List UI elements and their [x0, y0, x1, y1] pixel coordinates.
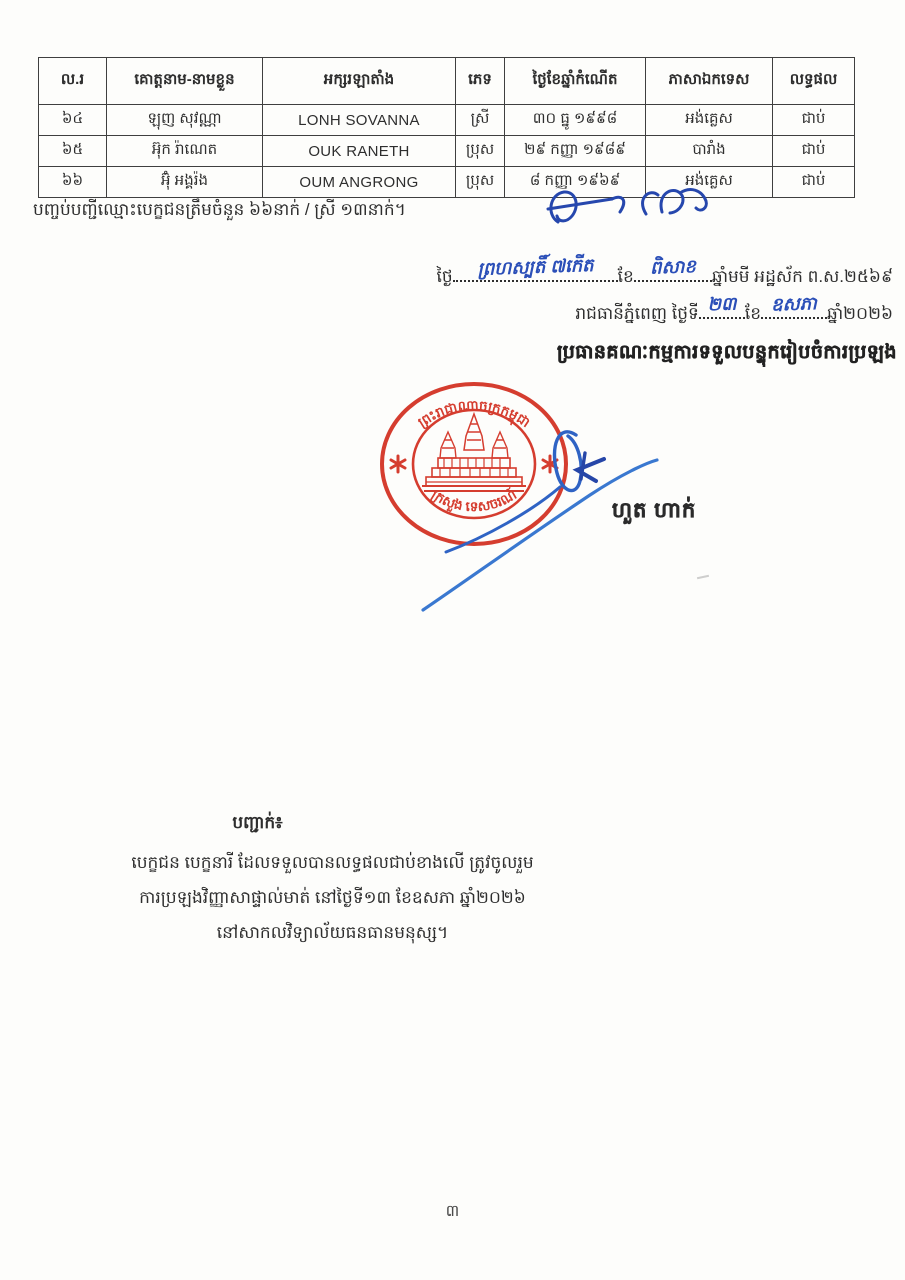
handwritten-initials-signature	[540, 182, 735, 234]
handwritten-lunar-month: ពិសាខ	[649, 256, 696, 278]
civil-year-suffix: ឆ្នាំ២០២៦	[827, 304, 893, 323]
cell-latin-name: LONH SOVANNA	[263, 105, 456, 136]
month-label-2: ខែ	[744, 304, 761, 323]
month-name-blank	[761, 293, 827, 319]
candidate-count-line: បញ្ចប់បញ្ជីឈ្មោះបេក្ខជនត្រឹមចំនួន ៦៦នាក់ / ស្រី ១៣នាក់។	[33, 200, 406, 219]
cell-language: បារាំង	[646, 136, 773, 167]
table-row	[39, 105, 855, 136]
handwritten-day-number: ២៣	[706, 293, 737, 315]
cell-number: ៦៦	[39, 167, 107, 198]
cell-language: អង់គ្លេស	[646, 105, 773, 136]
lunar-date-line	[293, 254, 893, 291]
cell-language: អង់គ្លេស	[646, 167, 773, 198]
cell-latin-name: OUK RANETH	[263, 136, 456, 167]
cell-khmer-name: អ៊ុក រ៉ាណេត	[107, 136, 263, 167]
date-block	[293, 254, 893, 336]
cell-khmer-name: អ៊ុំ អង្គរ៉ង	[107, 167, 263, 198]
candidates-table	[38, 57, 855, 198]
table-row	[39, 136, 855, 167]
cell-gender: ស្រី	[456, 105, 505, 136]
signatory-name: ហួត ហាក់	[612, 499, 697, 522]
city-date-prefix: រាជធានីភ្នំពេញ ថ្ងៃទី	[575, 304, 699, 323]
cell-result: ជាប់	[773, 136, 855, 167]
cell-latin-name: OUM ANGRONG	[263, 167, 456, 198]
handwritten-lunar-day: ព្រហស្បតិ៍ ៧កើត	[476, 254, 594, 280]
month-label: ខែ	[617, 267, 634, 286]
cell-dob: ៣០ ធ្នូ ១៩៩៨	[505, 105, 646, 136]
page-number: ៣	[445, 1203, 460, 1220]
col-header-khmer-name: គោត្តនាម-នាមខ្លួន	[107, 58, 263, 105]
cell-dob: ២៩ កញ្ញា ១៩៨៩	[505, 136, 646, 167]
col-header-latin-name: អក្សរឡាតាំង	[263, 58, 456, 105]
col-header-number: ល.រ	[39, 58, 107, 105]
day-number-blank	[699, 293, 745, 319]
year-suffix: ឆ្នាំមមី អដ្ឋស័ក ព.ស.២៥៦៩	[711, 267, 893, 286]
committee-chairman-title: ប្រធានគណៈកម្មការទទួលបន្ទុករៀបចំការប្រឡង	[557, 342, 897, 363]
col-header-dob: ថ្ងៃខែឆ្នាំកំណើត	[505, 58, 646, 105]
col-header-gender: ភេទ	[456, 58, 505, 105]
cell-number: ៦៤	[39, 105, 107, 136]
cell-result: ជាប់	[773, 167, 855, 198]
civil-date-line	[293, 293, 893, 328]
cell-gender: ប្រុស	[456, 136, 505, 167]
cell-result: ជាប់	[773, 105, 855, 136]
cell-dob: ៨ កញ្ញា ១៩៦៩	[505, 167, 646, 198]
stamp-top-arc-text: ព្រះរាជាណាចក្រកម្ពុជា	[415, 397, 533, 431]
stamp-bottom-arc-text: ក្រសួង ទេសចរណ៍	[428, 486, 520, 515]
handwritten-month-name: ឧសភា	[770, 293, 818, 315]
note-line-2: ការប្រឡងវិញ្ញាសាផ្ទាល់មាត់ នៅថ្ងៃទី១៣ ខែឧសភា ឆ្នាំ២០២៦	[139, 888, 526, 907]
note-line-3: នៅសាកលវិទ្យាល័យធនធានមនុស្ស។	[216, 923, 449, 942]
date-prefix: ថ្ងៃ	[436, 267, 453, 286]
col-header-result: លទ្ធផល	[773, 58, 855, 105]
note-heading: បញ្ជាក់៖	[232, 813, 283, 832]
col-header-language: ភាសាឯកទេស	[646, 58, 773, 105]
cell-gender: ប្រុស	[456, 167, 505, 198]
cell-khmer-name: ឡុញ សុវណ្ណា	[107, 105, 263, 136]
note-line-1: បេក្ខជន បេក្ខនារី ដែលទទួលបានលទ្ធផលជាប់ខាងលើ ត្រូវចូលរួម	[131, 853, 534, 872]
cell-number: ៦៥	[39, 136, 107, 167]
table-header-row	[39, 58, 855, 105]
day-blank	[453, 254, 618, 282]
note-block	[40, 812, 625, 950]
month-blank	[634, 256, 712, 282]
